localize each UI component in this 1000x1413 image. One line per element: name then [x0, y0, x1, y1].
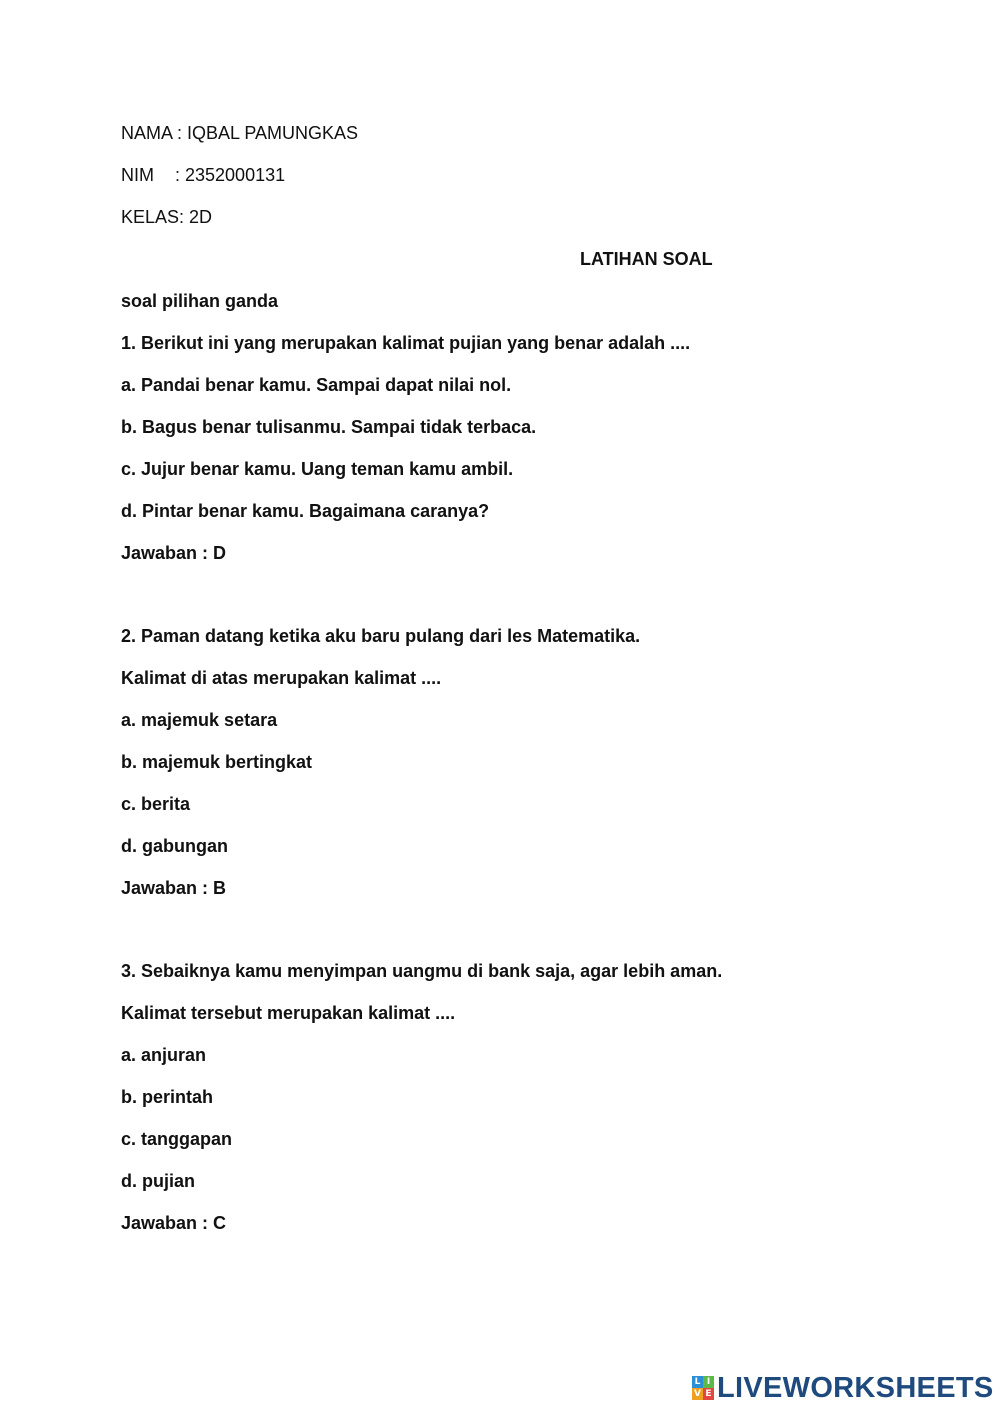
option-b: b. perintah: [121, 1087, 214, 1107]
option-a: a. anjuran: [121, 1045, 207, 1065]
question-prompt: Kalimat di atas merupakan kalimat ....: [121, 668, 442, 688]
option-c: c. tanggapan: [121, 1129, 233, 1149]
option-c: c. Jujur benar kamu. Uang teman kamu ambil.: [121, 459, 514, 479]
question-text: 3. Sebaiknya kamu menyimpan uangmu di bank saja, agar lebih aman.: [121, 961, 723, 981]
option-d: d. Pintar benar kamu. Bagaimana caranya?: [121, 501, 490, 521]
option-a: a. Pandai benar kamu. Sampai dapat nilai nol.: [121, 375, 512, 395]
answer: Jawaban : B: [121, 878, 227, 898]
logo-letter-i: I: [703, 1376, 714, 1388]
liveworksheets-logo: [692, 1373, 994, 1403]
answer: Jawaban : D: [121, 543, 227, 563]
option-d: d. gabungan: [121, 836, 228, 856]
page-title: LATIHAN SOAL: [580, 249, 713, 269]
option-d: d. pujian: [121, 1171, 195, 1191]
option-a: a. majemuk setara: [121, 710, 278, 730]
question-text: 1. Berikut ini yang merupakan kalimat pujian yang benar adalah ....: [121, 333, 691, 353]
student-name: NAMA : IQBAL PAMUNGKAS: [121, 123, 359, 143]
option-b: b. majemuk bertingkat: [121, 752, 313, 772]
answer: Jawaban : C: [121, 1213, 227, 1233]
option-b: b. Bagus benar tulisanmu. Sampai tidak terbaca.: [121, 417, 537, 437]
logo-letter-l: L: [692, 1376, 703, 1388]
liveworksheets-logo-icon: [692, 1376, 714, 1400]
option-c: c. berita: [121, 794, 191, 814]
brand-name: LIVEWORKSHEETS: [717, 1371, 994, 1404]
student-class: KELAS: 2D: [121, 207, 213, 227]
student-nim: [121, 164, 285, 186]
question-prompt: Kalimat tersebut merupakan kalimat ....: [121, 1003, 456, 1023]
nim-value: : 2352000131: [175, 165, 286, 185]
nim-label: NIM: [121, 165, 154, 185]
question-text: 2. Paman datang ketika aku baru pulang dari les Matematika.: [121, 626, 641, 646]
section-label: soal pilihan ganda: [121, 291, 279, 311]
logo-letter-e: E: [703, 1388, 714, 1400]
logo-letter-v: V: [692, 1388, 703, 1400]
